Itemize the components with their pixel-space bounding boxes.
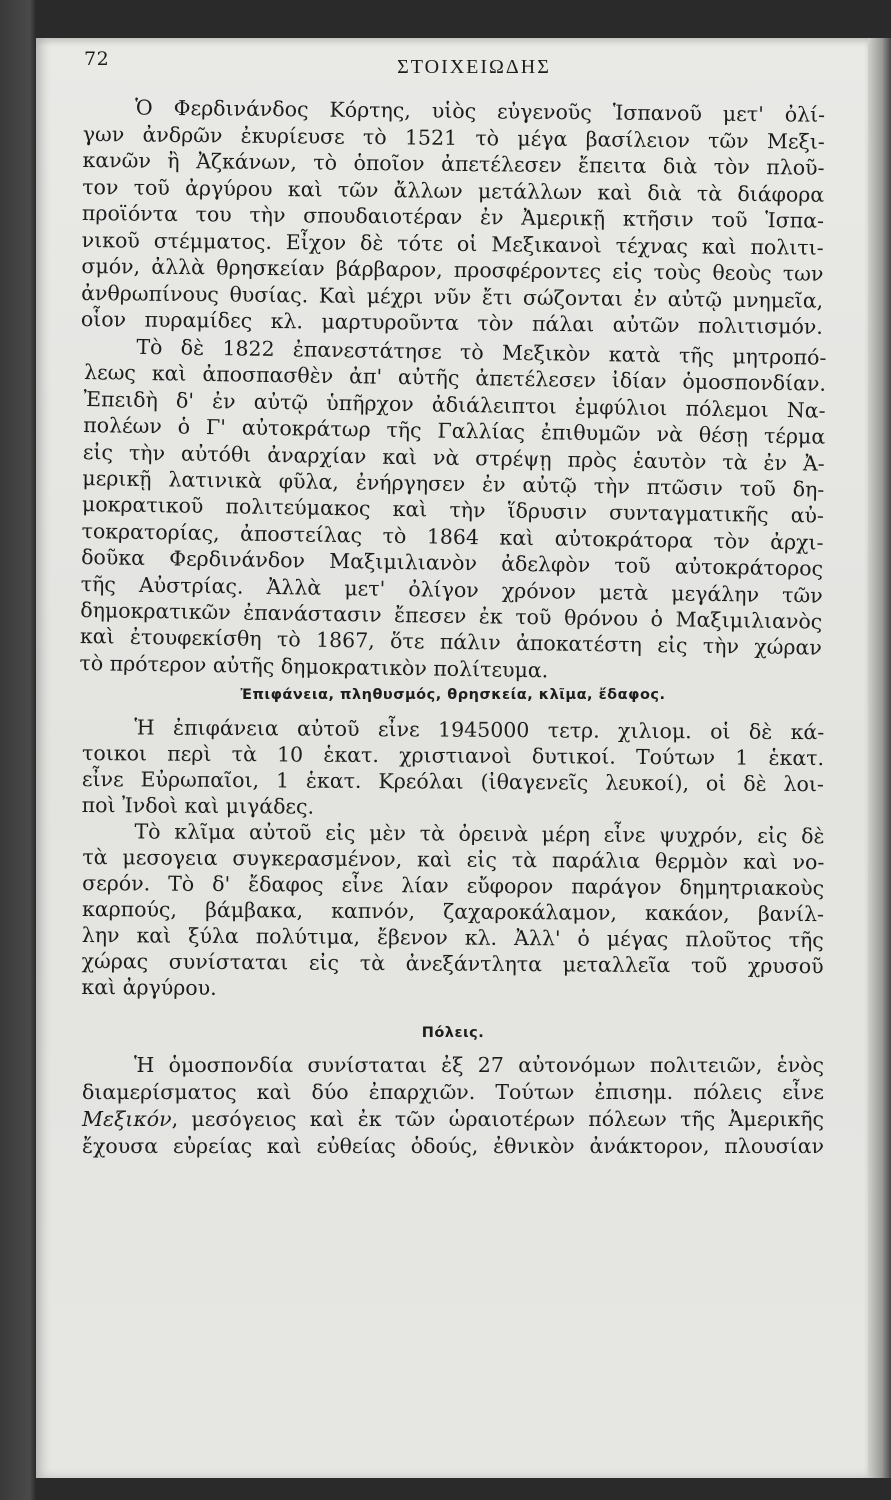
text-line: τῆς Αὐστρίας. Ἀλλὰ μετ' ὀλίγον χρόνον μετὰ μεγάλην τῶν xyxy=(80,571,823,607)
text-line: εἰς τὴν αὐτόθι ἀναρχίαν καὶ νὰ στρέψῃ πρὸς ἑαυτὸν τὰ ἐν Ἀ- xyxy=(82,439,825,475)
text-line: οἷον πυραμίδες κλ. μαρτυροῦντα τὸν πάλαι αὐτῶν πολιτισμόν. xyxy=(80,306,823,339)
page-edge xyxy=(868,38,891,1478)
text-line: Τὸ κλῖμα αὐτοῦ εἰς μὲν τὰ ὀρεινὰ μέρη εἶνε ψυχρόν, εἰς δὲ xyxy=(134,818,825,848)
text-line: νικοῦ στέμματος. Εἶχον δὲ τότε οἱ Μεξικανοὶ τέχνας καὶ πολιτι- xyxy=(81,227,824,260)
text-line: τον τοῦ ἀργύρου καὶ τῶν ἄλλων μετάλλων καὶ διὰ τὰ διάφορα xyxy=(82,174,825,207)
text-line: ἀνθρωπίνους θυσίας. Καὶ μέχρι νῦν ἔτι σώζονται ἐν αὐτῷ μνημεῖα, xyxy=(81,280,824,313)
text-line: πολέων ὁ Γ' αὐτοκράτωρ τῆς Γαλλίας ἐπιθυμῶν νὰ θέσῃ τέρμα xyxy=(83,412,826,449)
text-line: ἔχουσα εὐρείας καὶ εὐθείας ὁδούς, ἐθνικὸν ἀνάκτορον, πλουσίαν xyxy=(82,1133,824,1158)
text-line: Ἐπειδὴ δ' ἐν αὐτῷ ὑπῆρχον ἀδιάλειπτοι ἐμφύλιοι πόλεμοι Να- xyxy=(83,386,826,422)
book-page xyxy=(36,38,868,1478)
text-line: λεως καὶ ἀποσπασθὲν ἀπ' αὐτῆς ἀπετέλεσεν ἰδίαν ὁμοσπονδίαν. xyxy=(83,359,827,396)
text-line: μοκρατικοῦ πολιτεύμακος καὶ τὴν ἵδρυσιν συνταγματικῆς αὐ- xyxy=(81,491,825,528)
text-line: τοκρατορίας, ἀποστείλας τὸ 1864 καὶ αὐτοκράτορα τὸν ἀρχι- xyxy=(81,518,824,554)
text-line: ποὶ Ἰνδοὶ καὶ μιγάδες. xyxy=(81,792,315,819)
section-heading-cities: Πόλεις. xyxy=(421,1024,485,1041)
text-line: δοῦκα Φερδινάνδον Μαξιμιλιανὸν ἀδελφὸν τοῦ αὐτοκράτορος xyxy=(80,544,824,581)
text-line: Ἡ ἐπιφάνεια αὐτοῦ εἶνε 1945000 τετρ. χιλιομ. οἱ δὲ κά- xyxy=(134,714,825,744)
text-block xyxy=(79,94,827,1160)
text-line: καὶ ἐτουφεκίσθη τὸ 1867, ὅτε πάλιν ἀποκατέστη εἰς τὴν χώραν xyxy=(79,623,823,660)
italic-city-name: Μεξικόν xyxy=(82,1106,172,1131)
text-line: χώρας συνίσταται εἰς τὰ ἀνεξάντλητα μεταλλεῖα τοῦ χρυσοῦ xyxy=(81,948,824,978)
page-number: 72 xyxy=(84,48,110,70)
text-line: δημοκρατικῶν ἐπανάστασιν ἔπεσεν ἐκ τοῦ θρόνου ὁ Μαξιμιλιανὸς xyxy=(80,597,823,634)
text-line: Ὁ Φερδινάνδος Κόρτης, υἱὸς εὐγενοῦς Ἱσπανοῦ μετ' ὀλί- xyxy=(134,95,826,127)
running-head xyxy=(36,46,868,76)
text-line: γων ἀνδρῶν ἐκυρίευσε τὸ 1521 τὸ μέγα βασίλειον τῶν Μεξι- xyxy=(82,121,825,154)
paragraph-climate-soil xyxy=(81,818,824,1005)
text-line: προϊόντα του τὴν σπουδαιοτέραν ἐν Ἀμερικῇ κτῆσιν τοῦ Ἱσπα- xyxy=(81,201,825,233)
text-line: τοικοι περὶ τὰ 10 ἑκατ. χριστιανοὶ δυτικοί. Τούτων 1 ἑκατ. xyxy=(82,740,825,770)
text-line: τὸ πρότερον αὐτῆς δημοκρατικὸν πολίτευμα. xyxy=(79,650,549,682)
text-line: μερικῇ λατινικὰ φῦλα, ἐνήργησεν ἐν αὐτῷ τὴν πτῶσιν τοῦ δη- xyxy=(82,465,825,502)
paragraph-cities xyxy=(82,1052,824,1160)
running-title: ΣΤΟΙΧΕΙΩΔΗΣ xyxy=(397,56,551,78)
text-line: κανῶν ἢ Ἀζκάνων, τὸ ὁποῖον ἀπετέλεσεν ἔπειτα διὰ τὸν πλοῦ- xyxy=(82,148,825,180)
paragraph-cortes xyxy=(81,94,825,340)
text-line: σμόν, ἀλλὰ θρησκείαν βάρβαρον, προσφέροντες εἰς τοὺς θεοὺς των xyxy=(81,253,824,286)
text-line: διαμερίσματος καὶ δύο ἐπαρχιῶν. Τούτων ἐπισημ. πόλεις εἶνε xyxy=(82,1079,824,1104)
text-line: Τὸ δὲ 1822 ἐπανεστάτησε τὸ Μεξικὸν κατὰ τῆς μητροπό- xyxy=(136,334,827,370)
paragraph-independence xyxy=(79,333,826,688)
text-fragment: , μεσόγειος καὶ ἐκ τῶν ὡραιοτέρων πόλεων τῆς Ἀμερικῆς xyxy=(171,1106,824,1131)
text-line: σερόν. Τὸ δ' ἔδαφος εἶνε λίαν εὔφορον παράγον δημητριακοὺς xyxy=(82,870,825,900)
section-heading-surface: Ἐπιφάνεια, πληθυσμός, θρησκεία, κλῖμα, ἔδαφος. xyxy=(240,686,666,703)
text-line: εἶνε Εὐρωπαῖοι, 1 ἑκατ. Κρεόλαι (ἰθαγενεῖς λευκοί), οἱ δὲ λοι- xyxy=(81,766,824,796)
text-line: τὰ μεσογεια συγκερασμένον, καὶ εἰς τὰ παράλια θερμὸν καὶ νο- xyxy=(82,844,825,874)
text-line-with-italic xyxy=(82,1106,824,1133)
text-line: Ἡ ὁμοσπονδία συνίσταται ἐξ 27 αὐτονόμων πολιτειῶν, ἑνὸς xyxy=(134,1052,824,1077)
text-line: καὶ ἀργύρου. xyxy=(81,974,217,1000)
text-line: λην καὶ ξύλα πολύτιμα, ἔβενον κλ. Ἀλλ' ὁ μέγας πλοῦτος τῆς xyxy=(81,922,824,952)
paragraph-surface-population xyxy=(82,714,825,823)
text-line: καρπούς, βάμβακα, καπνόν, ζαχαροκάλαμον, κακάον, βανίλ- xyxy=(81,896,825,926)
